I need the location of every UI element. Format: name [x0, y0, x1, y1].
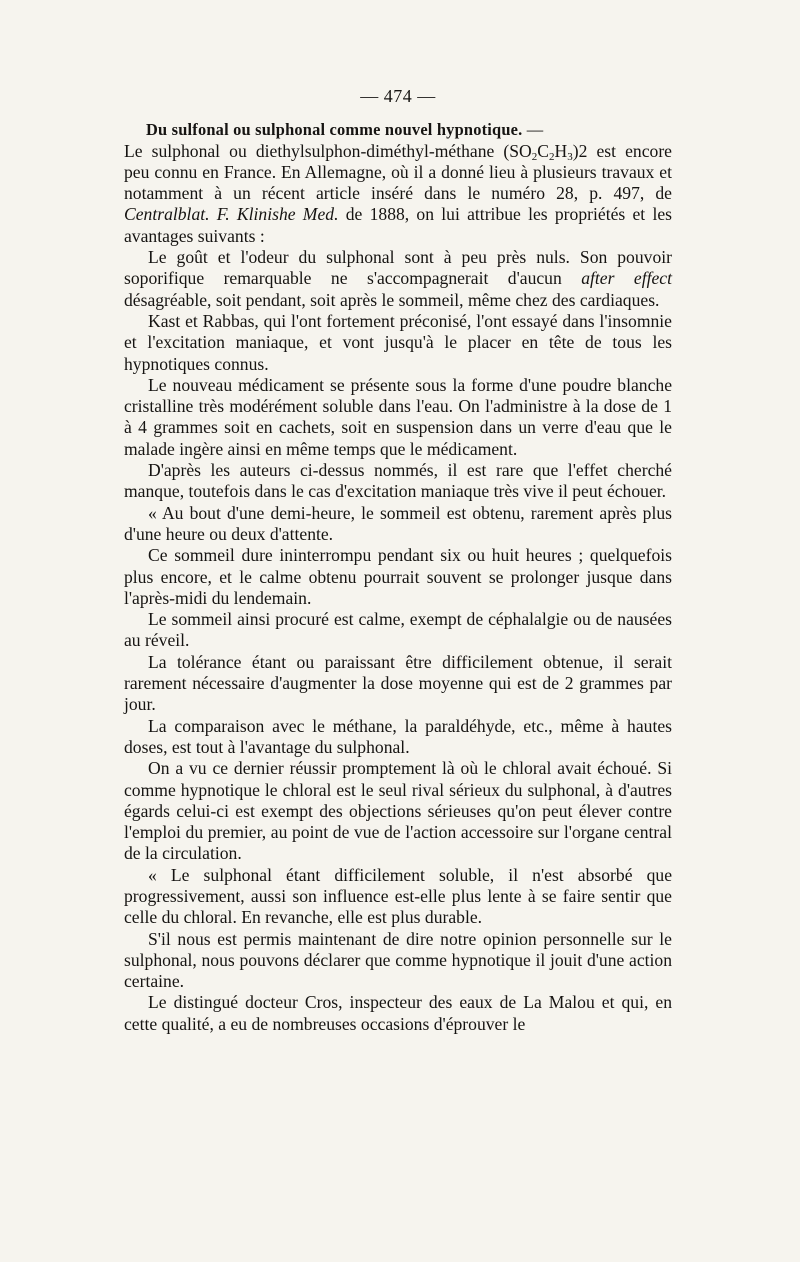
- formula-subscript: 2: [549, 150, 555, 163]
- intro-text-after-formula: )2 est encore peu connu en France. En Allemagne, où il a donné lieu à plusieurs travaux et notamment à un récent article inséré dans le numéro 28, p. 497, de: [124, 140, 672, 204]
- body-paragraph: Le sommeil ainsi procuré est calme, exempt de céphalalgie ou de nausées au réveil.: [124, 609, 672, 651]
- heading-dash: —: [526, 120, 544, 140]
- body-paragraph: La comparaison avec le méthane, la paraldéhyde, etc., même à hautes doses, est tout à l'avantage du sulphonal.: [124, 715, 672, 757]
- formula-element: H: [554, 140, 568, 161]
- body-paragraph: On a vu ce dernier réussir promptement là où le chloral avait échoué. Si comme hypnotique le chloral est le seul rival sérieux du sulphonal, à d'autres égards celui-ci est exempt des objections sérieuses qu'on peut élever contre l'emploi du premier, au point de vue de l'action accessoire sur l'organe central de la circulation.: [124, 758, 672, 864]
- body-paragraph: « Au bout d'une demi-heure, le sommeil est obtenu, rarement après plus d'une heure ou deux d'attente.: [124, 502, 672, 544]
- body-paragraph: « Le sulphonal étant difficilement soluble, il n'est absorbé que progressivement, aussi son influence est-elle plus lente à se faire sentir que celle du chloral. En revanche, elle est plus durable.: [124, 864, 672, 928]
- page-number: — 474 —: [360, 86, 436, 106]
- body-paragraph: La tolérance étant ou paraissant être difficilement obtenue, il serait rarement nécessaire d'augmenter la dose moyenne qui est de 2 grammes par jour.: [124, 651, 672, 715]
- body-paragraph: Le nouveau médicament se présente sous la forme d'une poudre blanche cristalline très modérément soluble dans l'eau. On l'administre à la dose de 1 à 4 grammes soit en cachets, soit en suspension dans un verre d'eau que le malade ingère ainsi en même temps que le médicament.: [124, 374, 672, 459]
- after-effect-term: after effect: [581, 268, 672, 289]
- intro-text-before-formula: Le sulphonal ou diethylsulphon-diméthyl-méthane (SO: [124, 140, 532, 161]
- journal-title: Centralblat. F. Klinishe Med.: [124, 204, 339, 225]
- body-paragraph: Kast et Rabbas, qui l'ont fortement préconisé, l'ont essayé dans l'insomnie et l'excitation maniaque, et vont jusqu'à le placer en tête de tous les hypnotiques connus.: [124, 310, 672, 374]
- formula-element: C: [537, 140, 549, 161]
- effect-text-after: désagréable, soit pendant, soit après le sommeil, même chez des cardiaques.: [124, 289, 660, 310]
- document-page: [124, 86, 672, 1035]
- body-paragraph: Le distingué docteur Cros, inspecteur des eaux de La Malou et qui, en cette qualité, a eu de nombreuses occasions d'éprouver le: [124, 992, 672, 1034]
- formula-subscript: 3: [567, 150, 573, 163]
- body-paragraph: D'après les auteurs ci-dessus nommés, il est rare que l'effet cherché manque, toutefois dans le cas d'excitation maniaque très vive il peut échouer.: [124, 460, 672, 502]
- intro-text-after-journal: de 1888, on lui attribue les propriétés et les avantages suivants :: [124, 204, 672, 246]
- formula-subscript: 2: [531, 150, 538, 163]
- effect-paragraph: [124, 247, 672, 311]
- section-title: Du sulfonal ou sulphonal comme nouvel hypnotique.: [146, 120, 523, 140]
- body-paragraph: Ce sommeil dure ininterrompu pendant six ou huit heures ; quelquefois plus encore, et le calme obtenu pourrait souvent se prolonger jusque dans l'après-midi du lendemain.: [124, 545, 672, 608]
- intro-paragraph: [124, 141, 672, 247]
- body-paragraph: S'il nous est permis maintenant de dire notre opinion personnelle sur le sulphonal, nous pouvons déclarer que comme hypnotique il jouit d'une action certaine.: [124, 928, 672, 992]
- effect-text-before: Le goût et l'odeur du sulphonal sont à peu près nuls. Son pouvoir soporifique remarquable ne s'accompagnerait d'aucun: [124, 247, 672, 289]
- section-heading: [124, 119, 672, 140]
